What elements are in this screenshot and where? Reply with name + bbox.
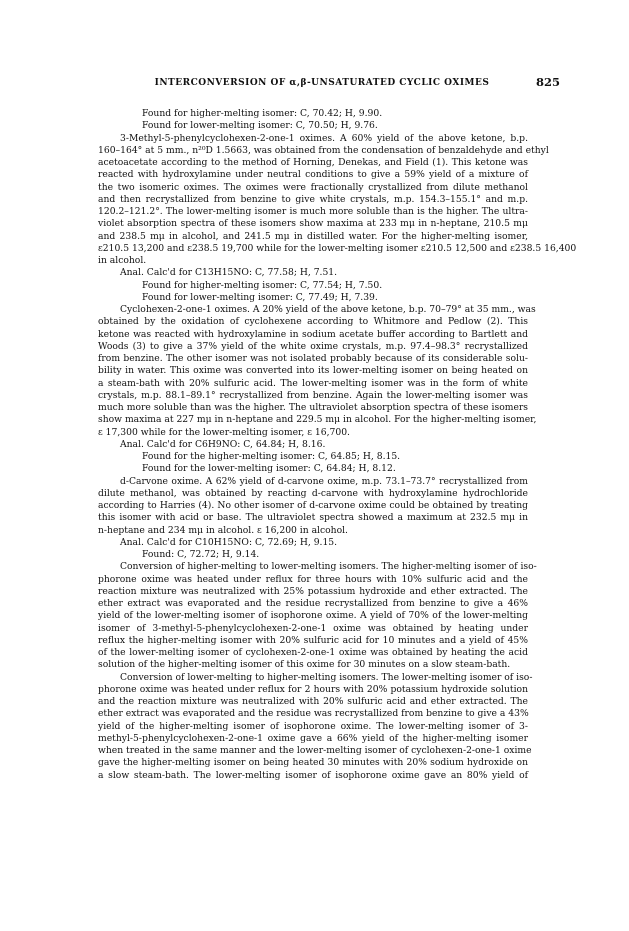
text-line: 120.2–121.2°. The lower-melting isomer is much more soluble than is the higher. The ultra- xyxy=(98,206,528,217)
text-line: ε 17,300 while for the lower-melting isomer, ε 16,700. xyxy=(98,426,350,438)
text-line: Conversion of higher-melting to lower-melting isomers. The higher-melting isomer of iso- xyxy=(120,561,537,573)
text-line: gave the higher-melting isomer on being heated 30 minutes with 20% sodium hydroxide on xyxy=(98,757,528,769)
text-line: a slow steam-bath. The lower-melting isomer of isophorone oxime gave an 80% yield of xyxy=(98,769,528,781)
text-line: Found for higher-melting isomer: C, 70.42; H, 9.90. xyxy=(142,108,383,119)
text-line: according to Harries (4). No other isomer of d-carvone oxime could be obtained by treating xyxy=(98,500,528,511)
text-line: 3-Methyl-5-phenylcyclohexen-2-one-1 oximes. A 60% yield of the above ketone, b.p. xyxy=(120,132,528,144)
text-line: reflux the higher-melting isomer with 20% sulfuric acid for 10 minutes and a yield of 45% xyxy=(98,634,528,646)
text-line: Found: C, 72.72; H, 9.14. xyxy=(142,549,260,560)
text-line: ε210.5 13,200 and ε238.5 19,700 while for the lower-melting isomer ε210.5 12,500 and ε238.5 16,400 xyxy=(98,242,577,254)
text-line: d-Carvone oxime. A 62% yield of d-carvone oxime, m.p. 73.1–73.7° recrystallized from xyxy=(120,475,528,487)
text-line: bility in water. This oxime was converted into its lower-melting isomer on being heated on xyxy=(98,365,528,377)
text-line: n-heptane and 234 mμ in alcohol. ε 16,200 in alcohol. xyxy=(98,524,348,536)
text-line: isomer of 3-methyl-5-phenylcyclohexen-2-one-1 oxime was obtained by heating under xyxy=(98,622,528,634)
text-line: ketone was reacted with hydroxylamine in sodium acetate buffer according to Bartlett and xyxy=(98,328,528,340)
text-line: Found for the higher-melting isomer: C, 64.85; H, 8.15. xyxy=(142,451,401,462)
text-line: when treated in the same manner and the lower-melting isomer of cyclohexen-2-one-1 oxime xyxy=(98,745,532,756)
text-line: show maxima at 227 mμ in n-heptane and 229.5 mμ in alcohol. For the higher-melting isomer, xyxy=(98,414,537,426)
text-line: Found for the lower-melting isomer: C, 64.84; H, 8.12. xyxy=(142,463,396,475)
text-line: acetoacetate according to the method of Horning, Denekas, and Field (1). This ketone was xyxy=(98,157,528,168)
text-line: Found for higher-melting isomer: C, 77.54; H, 7.50. xyxy=(142,279,383,291)
text-line: yield of the lower-melting isomer of isophorone oxime. A yield of 70% of the lower-melting xyxy=(98,610,528,622)
text-line: Anal. Calc'd for C13H15NO: C, 77.58; H, 7.51. xyxy=(120,267,338,279)
text-line: and the reaction mixture was neutralized with 20% sulfuric acid and ether extracted. The xyxy=(98,696,528,707)
text-line: of the lower-melting isomer of cyclohexen-2-one-1 oxime was obtained by heating the acid xyxy=(98,647,528,658)
text-line: phorone oxime was heated under reflux for 2 hours with 20% potassium hydroxide solution xyxy=(98,683,528,695)
text-line: this isomer with acid or base. The ultraviolet spectra showed a maximum at 232.5 mμ in xyxy=(98,512,528,524)
text-line: obtained by the oxidation of cyclohexene according to Whitmore and Pedlow (2). This xyxy=(98,316,528,328)
text-line: solution of the higher-melting isomer of this oxime for 30 minutes on a slow steam-bath. xyxy=(98,659,511,671)
running-title: INTERCONVERSION OF α,β-UNSATURATED CYCLIC OXIMES xyxy=(154,78,490,88)
text-line: Anal. Calc'd for C10H15NO: C, 72.69; H, 9.15. xyxy=(120,536,338,548)
text-line: Cyclohexen-2-one-1 oximes. A 20% yield of the above ketone, b.p. 70–79° at 35 mm., was xyxy=(120,304,536,315)
text-line: ether extract was evaporated and the residue recrystallized from benzine to give a 46% xyxy=(98,598,528,609)
text-line: in alcohol. xyxy=(98,255,147,266)
text-line: reaction mixture was neutralized with 25% potassium hydroxide and ether extracted. The xyxy=(98,585,528,597)
text-line: Anal. Calc'd for C6H9NO: C, 64.84; H, 8.16. xyxy=(120,438,326,450)
text-line: dilute methanol, was obtained by reacting d-carvone with hydroxylamine hydrochloride xyxy=(98,487,528,499)
text-line: the two isomeric oximes. The oximes were fractionally crystallized from dilute methanol xyxy=(98,181,528,193)
text-line: Found for lower-melting isomer: C, 77.49; H, 7.39. xyxy=(142,291,378,303)
text-line: reacted with hydroxylamine under neutral conditions to give a 59% yield of a mixture of xyxy=(98,169,528,181)
text-line: from benzine. The other isomer was not isolated probably because of its considerable solu- xyxy=(98,353,528,364)
text-line: Woods (3) to give a 37% yield of the white oxime crystals, m.p. 97.4–98.3° recrystallized xyxy=(98,340,528,352)
text-line: phorone oxime was heated under reflux for three hours with 10% sulfuric acid and the xyxy=(98,573,528,585)
text-line: violet absorption spectra of these isomers show maxima at 233 mμ in n-heptane, 210.5 mμ xyxy=(98,218,528,230)
text-line: yield of the higher-melting isomer of isophorone oxime. The lower-melting isomer of 3- xyxy=(98,720,528,732)
text-line: a steam-bath with 20% sulfuric acid. The lower-melting isomer was in the form of white xyxy=(98,377,528,389)
text-line: and 238.5 mμ in alcohol, and 241.5 mμ in distilled water. For the higher-melting isomer, xyxy=(98,230,528,242)
text-line: crystals, m.p. 88.1–89.1° recrystallized from benzine. Again the lower-melting isomer was xyxy=(98,389,528,401)
text-line: Conversion of lower-melting to higher-melting isomers. The lower-melting isomer of iso- xyxy=(120,671,533,683)
text-line: methyl-5-phenylcyclohexen-2-one-1 oxime gave a 66% yield of the higher-melting isomer xyxy=(98,732,528,744)
text-line: much more soluble than was the higher. The ultraviolet absorption spectra of these isomers xyxy=(98,402,528,413)
page-header xyxy=(120,77,560,91)
text-line: and then recrystallized from benzine to give white crystals, m.p. 154.3–155.1° and m.p. xyxy=(98,193,528,205)
text-line: 160–164° at 5 mm., n²⁰D 1.5663, was obtained from the condensation of benzaldehyde and ethyl xyxy=(98,144,549,156)
text-line: Found for lower-melting isomer: C, 70.50; H, 9.76. xyxy=(142,120,378,132)
page-number: 825 xyxy=(535,75,560,89)
text-line: ether extract was evaporated and the residue was recrystallized from benzine to give a 43% xyxy=(98,708,529,720)
body-text xyxy=(98,108,577,782)
